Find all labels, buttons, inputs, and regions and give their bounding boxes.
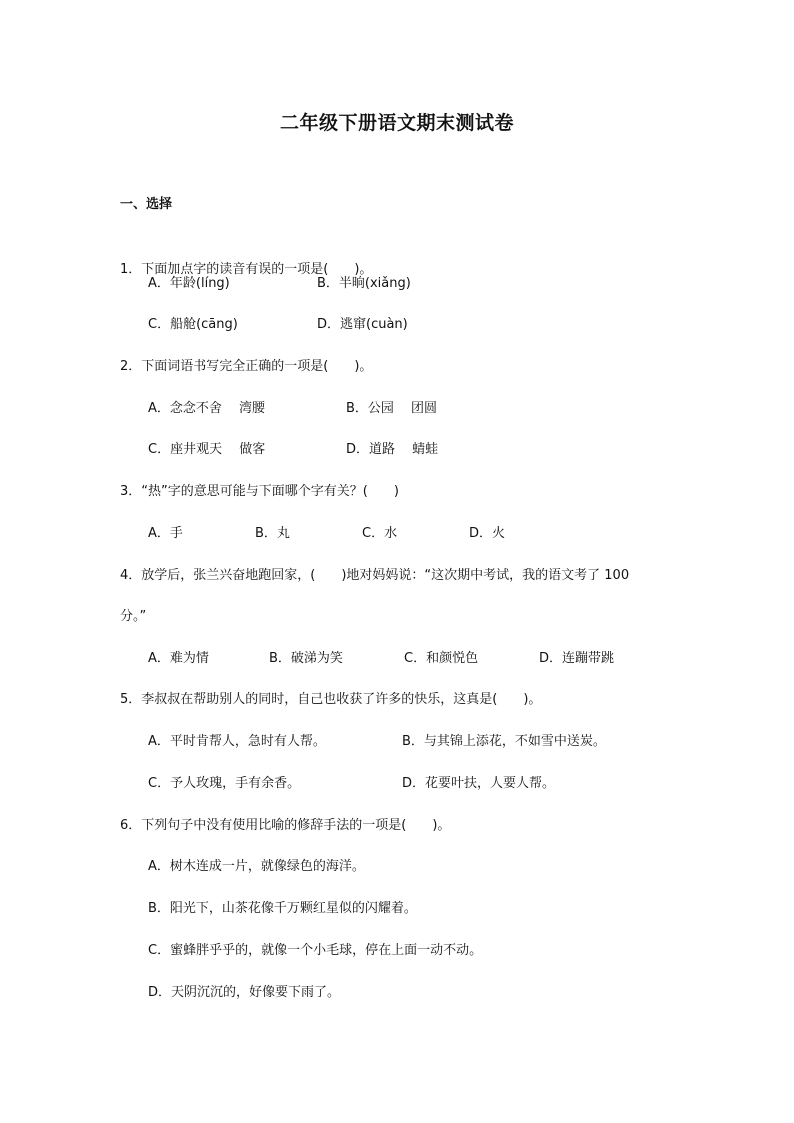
question-1-option-d: D．逃窜(cuàn) <box>317 317 408 332</box>
question-4-option-a: A．难为情 <box>148 651 209 666</box>
question-3-option-b: B．丸 <box>255 526 290 541</box>
question-6-option-d: D．天阴沉沉的，好像要下雨了。 <box>148 985 341 1000</box>
question-4-option-b: B．破涕为笑 <box>269 651 343 666</box>
question-3-option-d: D．火 <box>469 526 506 541</box>
question-2-stem: 2．下面词语书写完全正确的一项是( )。 <box>120 359 373 374</box>
question-4-stem: 4．放学后，张兰兴奋地跑回家，( )地对妈妈说：“这次期中考试，我的语文考了 100 <box>120 568 630 583</box>
question-6-option-a: A．树木连成一片，就像绿色的海洋。 <box>148 859 365 874</box>
question-5-option-a: A．平时肯帮人，急时有人帮。 <box>148 734 326 749</box>
question-5-option-b: B．与其锦上添花，不如雪中送炭。 <box>402 734 606 749</box>
question-4-option-c: C．和颜悦色 <box>404 651 479 666</box>
question-2-option-a: A．念念不舍 湾腰 <box>148 401 266 416</box>
page-title: 二年级下册语文期末测试卷 <box>279 112 514 134</box>
question-2-option-d: D．道路 蜻蛙 <box>346 442 439 457</box>
question-4-option-d: D．连蹦带跳 <box>539 651 615 666</box>
question-2-option-c: C．座井观天 做客 <box>148 442 266 457</box>
section-heading: 一、选择 <box>120 197 173 212</box>
question-1-option-a: A．年龄(líng) <box>148 276 230 291</box>
question-3-stem: 3．“热”字的意思可能与下面哪个字有关？( ) <box>120 484 399 499</box>
question-3-option-c: C．水 <box>362 526 398 541</box>
question-6-stem: 6．下列句子中没有使用比喻的修辞手法的一项是( )。 <box>120 818 451 833</box>
question-6-option-c: C．蜜蜂胖乎乎的，就像一个小毛球，停在上面一动不动。 <box>148 943 483 958</box>
question-4-stem-continued: 分。” <box>120 609 147 624</box>
question-1-option-b: B．半晌(xiǎng) <box>317 276 411 291</box>
question-6-option-b: B．阳光下，山茶花像千万颗红星似的闪耀着。 <box>148 901 417 916</box>
question-5-stem: 5．李叔叔在帮助别人的同时，自己也收获了许多的快乐，这真是( )。 <box>120 692 542 707</box>
question-5-option-c: C．予人玫瑰，手有余香。 <box>148 776 301 791</box>
question-3-option-a: A．手 <box>148 526 183 541</box>
question-5-option-d: D．花要叶扶，人要人帮。 <box>402 776 556 791</box>
question-2-option-b: B．公园 团圆 <box>346 401 438 416</box>
question-1-stem: 1．下面加点字的读音有误的一项是( )。 <box>120 262 373 277</box>
question-1-option-c: C．船舱(cāng) <box>148 317 238 332</box>
